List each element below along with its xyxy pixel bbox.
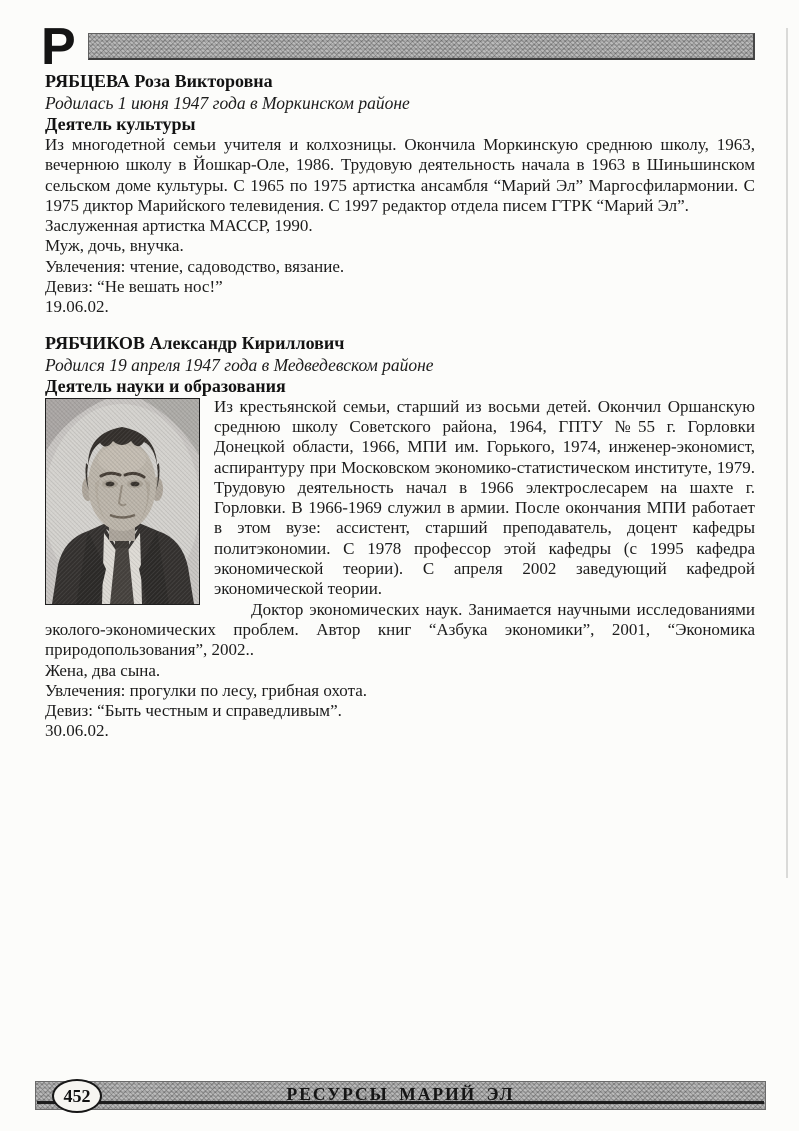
section-divider-bar	[88, 33, 755, 60]
entry-family-line: Жена, два сына.	[45, 660, 161, 680]
entry-name: РЯБЦЕВА Роза Викторовна	[45, 71, 273, 91]
scan-artifact-line	[786, 28, 788, 878]
portrait-photo-illustration	[46, 399, 199, 604]
entry-date-line: 19.06.02.	[45, 297, 109, 317]
section-letter: Р	[41, 18, 74, 76]
entry-motto-line: Девиз: “Не вешать нос!”	[45, 277, 223, 297]
portrait-photo	[45, 398, 200, 605]
entry-body-paragraph-1: Из крестьянской семьи, старший из восьми детей. Окончил Оршанскую среднюю школу Советского района, 1964, ГПТУ №55 г. Горловки Донецкой области, 1966, МПИ им. Горького, 1974, инженер-экономист, аспирантуру при Московском экономико-статистическом институте, 1979. Трудовую деятельность начал в 1966 электрослесарем на шахте г. Горловки. В 1966-1969 служил в армии. После окончания МПИ работает в этом вузе: ассистент, старший преподаватель, доцент кафедры политэкономии. С 1978 профессор этой кафедры (с 1995 кафедра экономической теории). С апреля 2002 заведующий кафедрой экономической теории.	[214, 396, 755, 599]
entry-family-line: Муж, дочь, внучка.	[45, 236, 184, 256]
entry-category: Деятель науки и образования	[45, 375, 286, 396]
footer-bar	[35, 1081, 766, 1110]
entry-body: Из многодетной семьи учителя и колхозницы. Окончила Моркинскую среднюю школу, 1963, вечернюю школу в Йошкар-Оле, 1986. Трудовую деятельность начала в 1963 в Шиньшинском сельском доме культуры. С 1965 по 1975 артистка ансамбля “Марий Эл” Маргосфилармонии. С 1975 диктор Марийского телевидения. С 1997 редактор отдела писем ГТРК “Марий Эл”.	[45, 135, 755, 215]
entry-body-paragraph-2: Доктор экономических наук. Занимается научными исследованиями эколого-экономических проблем. Автор книг “Азбука экономики”, 2001, “Экономика природопользования”, 2002..	[45, 599, 755, 660]
footer-title: РЕСУРСЫ МАРИЙ ЭЛ	[286, 1084, 515, 1104]
entry-hobbies-line: Увлечения: прогулки по лесу, грибная охота.	[45, 680, 368, 700]
biography-entry	[45, 332, 755, 742]
biography-entry	[45, 70, 755, 318]
entry-date-line: 30.06.02.	[45, 721, 109, 741]
entry-motto-line: Девиз: “Быть честным и справедливым”.	[45, 701, 342, 721]
entry-name: РЯБЧИКОВ Александр Кириллович	[45, 332, 345, 353]
entry-birth-line: Родился 19 апреля 1947 года в Медведевском районе	[45, 354, 434, 375]
page-content	[45, 70, 755, 742]
entry-birth-line: Родилась 1 июня 1947 года в Моркинском районе	[45, 93, 410, 113]
page-number-badge: 452	[52, 1079, 102, 1113]
entry-category: Деятель культуры	[45, 114, 196, 134]
entry-honors-line: Заслуженная артистка МАССР, 1990.	[45, 216, 313, 236]
entry-hobbies-line: Увлечения: чтение, садоводство, вязание.	[45, 256, 345, 276]
